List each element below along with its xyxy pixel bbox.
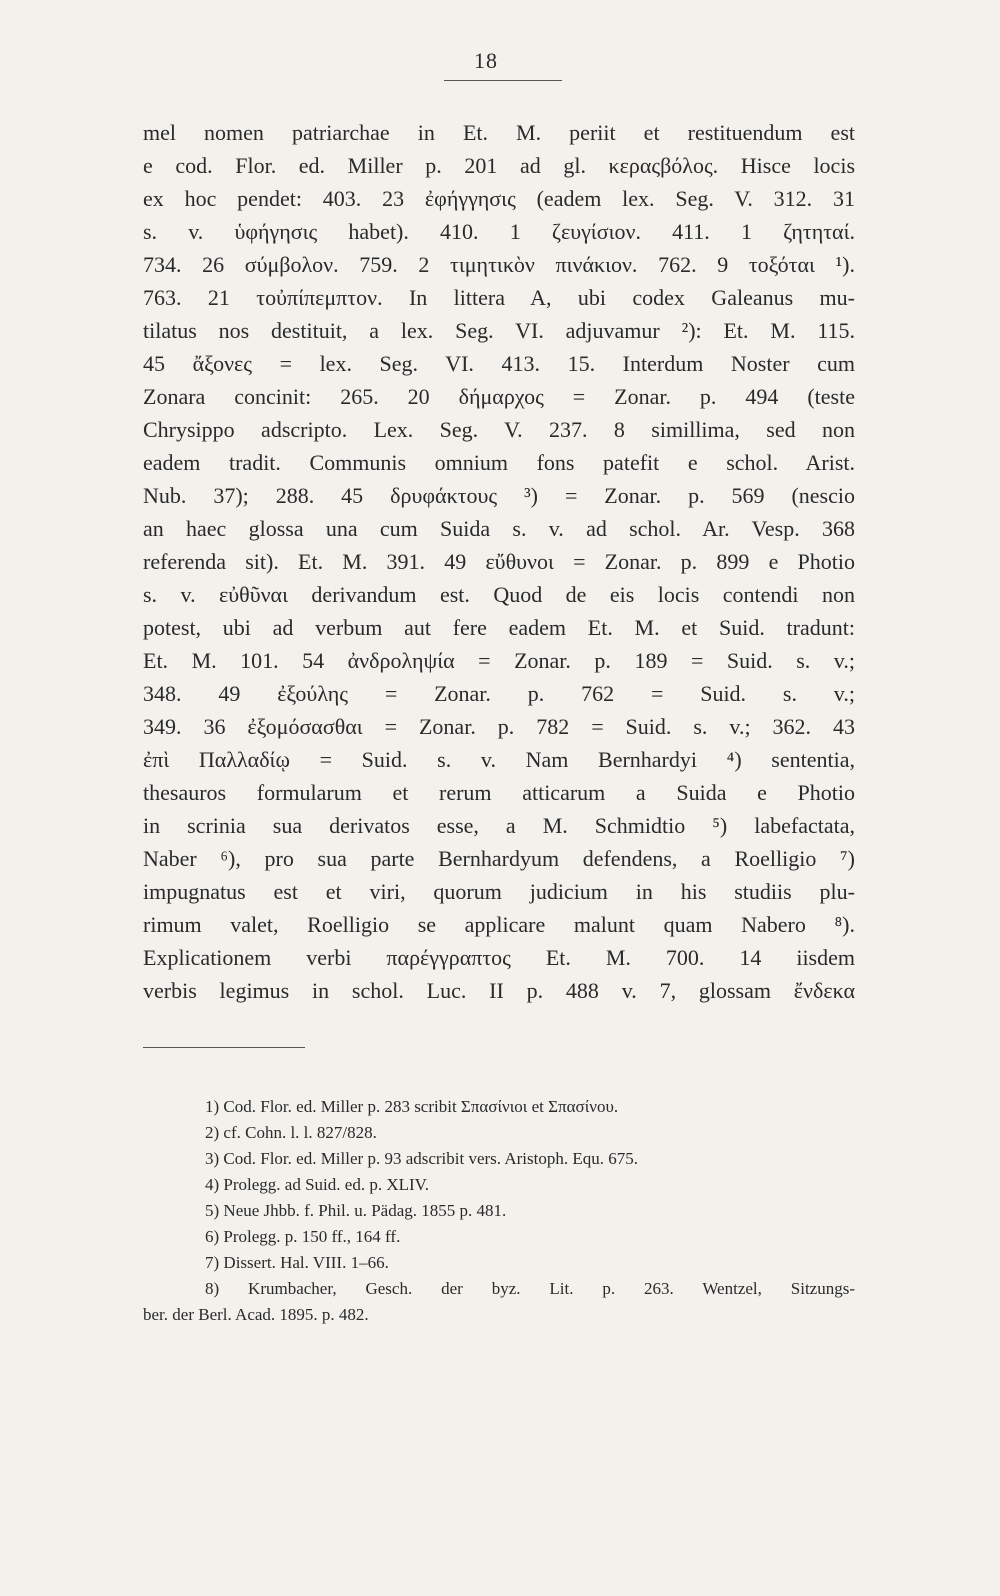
text-line: Et. M. 101. 54 ἀνδροληψία = Zonar. p. 189 = Suid. s. v.; bbox=[143, 648, 855, 673]
text-line: ex hoc pendet: 403. 23 ἐφήγγησις (eadem lex. Seg. V. 312. 31 bbox=[143, 186, 855, 211]
page-number: 18 bbox=[474, 48, 498, 73]
footnote: 7) Dissert. Hal. VIII. 1–66. bbox=[205, 1253, 389, 1272]
footnote: 4) Prolegg. ad Suid. ed. p. XLIV. bbox=[205, 1175, 429, 1194]
footnote: 5) Neue Jhbb. f. Phil. u. Pädag. 1855 p. 481. bbox=[205, 1201, 507, 1220]
footnote: 8) Krumbacher, Gesch. der byz. Lit. p. 263. Wentzel, Sitzungs- bbox=[205, 1279, 855, 1298]
text-line: impugnatus est et viri, quorum judicium in his studiis plu- bbox=[143, 879, 855, 904]
footnote: 1) Cod. Flor. ed. Miller p. 283 scribit Σπασίνιοι et Σπασίνου. bbox=[205, 1097, 619, 1116]
text-line: 734. 26 σύμβολον. 759. 2 τιμητικὸν πινάκιον. 762. 9 τοξόται ¹). bbox=[143, 252, 855, 277]
text-line: Chrysippo adscripto. Lex. Seg. V. 237. 8 simillima, sed non bbox=[143, 417, 855, 442]
text-line: e cod. Flor. ed. Miller p. 201 ad gl. κεραςβόλος. Hisce locis bbox=[143, 153, 855, 178]
text-line: potest, ubi ad verbum aut fere eadem Et. M. et Suid. tradunt: bbox=[143, 615, 855, 640]
page-number-rule bbox=[444, 80, 562, 81]
text-line: Explicationem verbi παρέγγραπτος Et. M. 700. 14 iisdem bbox=[143, 945, 855, 970]
text-line: 349. 36 ἐξομόσασθαι = Zonar. p. 782 = Suid. s. v.; 362. 43 bbox=[143, 714, 855, 739]
text-line: tilatus nos destituit, a lex. Seg. VI. adjuvamur ²): Et. M. 115. bbox=[143, 318, 855, 343]
text-line: s. v. εὐθῦναι derivandum est. Quod de eis locis contendi non bbox=[143, 582, 855, 607]
text-line: rimum valet, Roelligio se applicare malunt quam Nabero ⁸). bbox=[143, 912, 855, 937]
text-line: Naber ⁶), pro sua parte Bernhardyum defendens, a Roelligio ⁷) bbox=[143, 846, 855, 871]
text-line: 763. 21 τοὐπίπεμπτον. In littera A, ubi codex Galeanus mu- bbox=[143, 285, 855, 310]
text-line: an haec glossa una cum Suida s. v. ad schol. Ar. Vesp. 368 bbox=[143, 516, 855, 541]
text-line: eadem tradit. Communis omnium fons patefit e schol. Arist. bbox=[143, 450, 855, 475]
footnote: 2) cf. Cohn. l. l. 827/828. bbox=[205, 1123, 377, 1142]
footnotes bbox=[143, 1094, 855, 1328]
footnote: 6) Prolegg. p. 150 ff., 164 ff. bbox=[205, 1227, 401, 1246]
text-line: 348. 49 ἐξούλης = Zonar. p. 762 = Suid. s. v.; bbox=[143, 681, 855, 706]
text-line: in scrinia sua derivatos esse, a M. Schmidtio ⁵) labefactata, bbox=[143, 813, 855, 838]
text-line: s. v. ὑφήγησις habet). 410. 1 ζευγίσιον. 411. 1 ζητηταί. bbox=[143, 219, 855, 244]
text-line: ἐπὶ Παλλαδίῳ = Suid. s. v. Nam Bernhardyi ⁴) sententia, bbox=[143, 747, 855, 772]
text-line: Zonara concinit: 265. 20 δήμαρχος = Zonar. p. 494 (teste bbox=[143, 384, 855, 409]
footnote-separator bbox=[143, 1047, 305, 1048]
text-line: 45 ἄξονες = lex. Seg. VI. 413. 15. Interdum Noster cum bbox=[143, 351, 855, 376]
text-line: Nub. 37); 288. 45 δρυφάκτους ³) = Zonar. p. 569 (nescio bbox=[143, 483, 855, 508]
text-line: verbis legimus in schol. Luc. II p. 488 v. 7, glossam ἔνδεκα bbox=[143, 978, 855, 1003]
footnote-continuation: ber. der Berl. Acad. 1895. p. 482. bbox=[143, 1305, 369, 1324]
main-text bbox=[143, 116, 855, 1007]
footnote: 3) Cod. Flor. ed. Miller p. 93 adscribit vers. Aristoph. Equ. 675. bbox=[205, 1149, 638, 1168]
text-line: thesauros formularum et rerum atticarum a Suida e Photio bbox=[143, 780, 855, 805]
text-line: referenda sit). Et. M. 391. 49 εὔθυνοι = Zonar. p. 899 e Photio bbox=[143, 549, 855, 574]
text-line: mel nomen patriarchae in Et. M. periit et restituendum est bbox=[143, 120, 855, 145]
